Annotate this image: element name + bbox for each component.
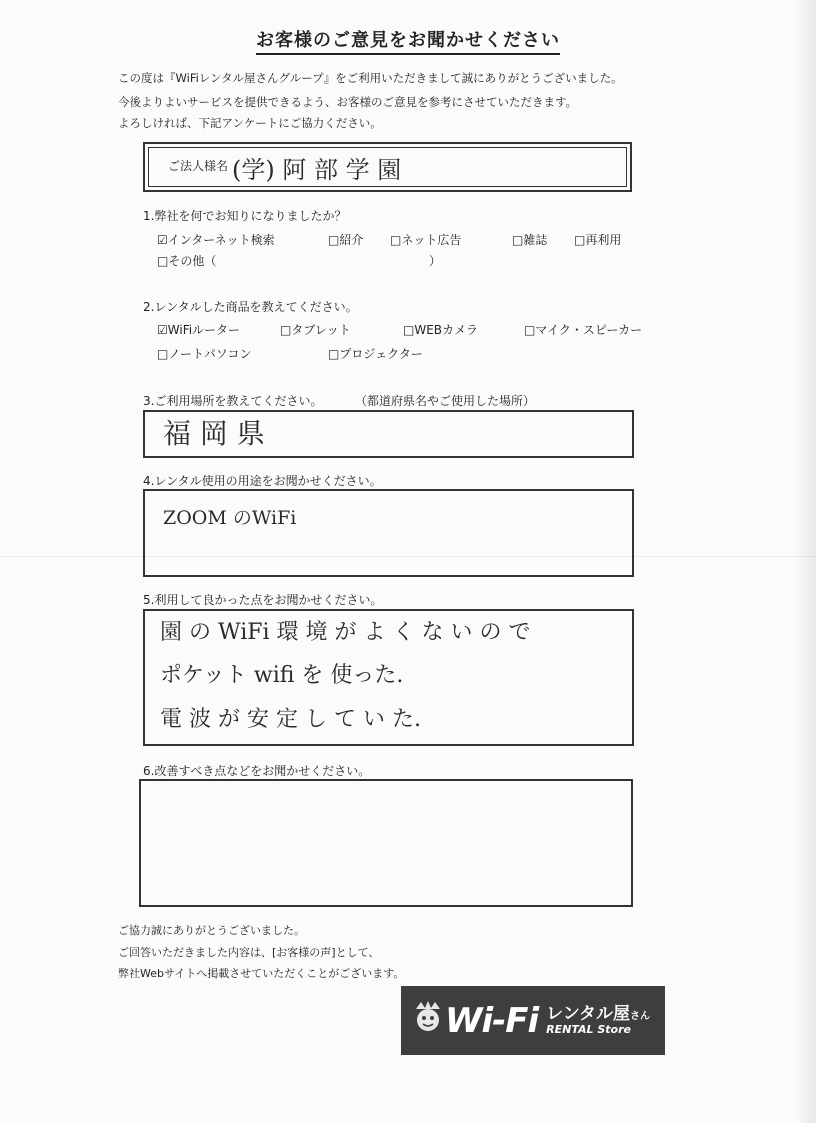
q1-option-net-ad[interactable]: □ネット広告 (390, 233, 462, 247)
q1-option-referral[interactable]: □紹介 (328, 233, 364, 247)
intro-line-1: この度は『WiFiレンタル屋さんグループ』をご利用いただきまして誠にありがとうございました。 (118, 71, 623, 85)
company-logo (401, 986, 665, 1055)
q2-option-webcam[interactable]: □WEBカメラ (403, 323, 479, 337)
intro-line-2: 今後よりよいサービスを提供できるよう、お客様のご意見を参考にさせていただきます。 (118, 95, 578, 109)
q4-answer: ZOOM のWiFi (163, 507, 297, 529)
q3-question: 3.ご利用場所を教えてください。 (143, 394, 323, 408)
logo-jp-text: レンタル屋 (546, 1003, 631, 1024)
q2-option-mic-speaker[interactable]: □マイク・スピーカー (524, 323, 643, 337)
q5-answer-line-3: 電 波 が 安 定 し て い た. (160, 707, 421, 732)
footer-line-2: ご回答いただきました内容は、[お客様の声]として、 (118, 946, 380, 959)
q3-answer: 福 岡 県 (163, 417, 265, 450)
footer-line-1: ご協力誠にありがとうございました。 (118, 924, 305, 937)
q6-answer-box[interactable] (139, 779, 633, 907)
name-field-label: ご法人様名 (168, 159, 229, 173)
q1-option-magazine[interactable]: □雑誌 (512, 233, 548, 247)
logo-jp-small-text: さん (630, 1010, 651, 1022)
q3-hint: （都道府県名やご使用した場所） (355, 394, 536, 408)
q2-question: 2.レンタルした商品を教えてください。 (143, 300, 358, 314)
q1-option-other[interactable]: □その他（ (157, 254, 217, 268)
q2-option-laptop[interactable]: □ノートパソコン (157, 347, 252, 361)
mascot-icon (413, 1000, 443, 1034)
q2-option-router[interactable]: ☑WiFiルーター (157, 323, 241, 337)
intro-line-3: よろしければ、下記アンケートにご協力ください。 (118, 116, 382, 130)
q2-option-tablet[interactable]: □タブレット (280, 323, 351, 337)
q6-question: 6.改善すべき点などをお聞かせください。 (143, 764, 371, 778)
q1-question: 1.弊社を何でお知りになりましたか？ (143, 209, 347, 223)
name-field-value: (学) 阿 部 学 園 (232, 156, 402, 184)
q5-question: 5.利用して良かった点をお聞かせください。 (143, 593, 383, 607)
q5-answer-line-1: 園 の WiFi 環 境 が よ く な い の で (160, 620, 531, 645)
page-title: お客様のご意見をお聞かせください (0, 26, 816, 52)
footer-line-3: 弊社Webサイトへ掲載させていただくことがございます。 (118, 967, 405, 980)
q2-option-projector[interactable]: □プロジェクター (328, 347, 423, 361)
q4-question: 4.レンタル使用の用途をお聞かせください。 (143, 474, 382, 488)
q1-option-reuse[interactable]: □再利用 (574, 233, 622, 247)
q1-option-internet[interactable]: ☑インターネット検索 (157, 233, 275, 247)
q1-option-other-close: ） (429, 254, 442, 268)
logo-wifi-text: Wi-Fi (445, 1000, 539, 1041)
q5-answer-line-2: ポケット wifi を 使った. (160, 663, 404, 688)
logo-en-text: RENTAL Store (546, 1022, 631, 1036)
